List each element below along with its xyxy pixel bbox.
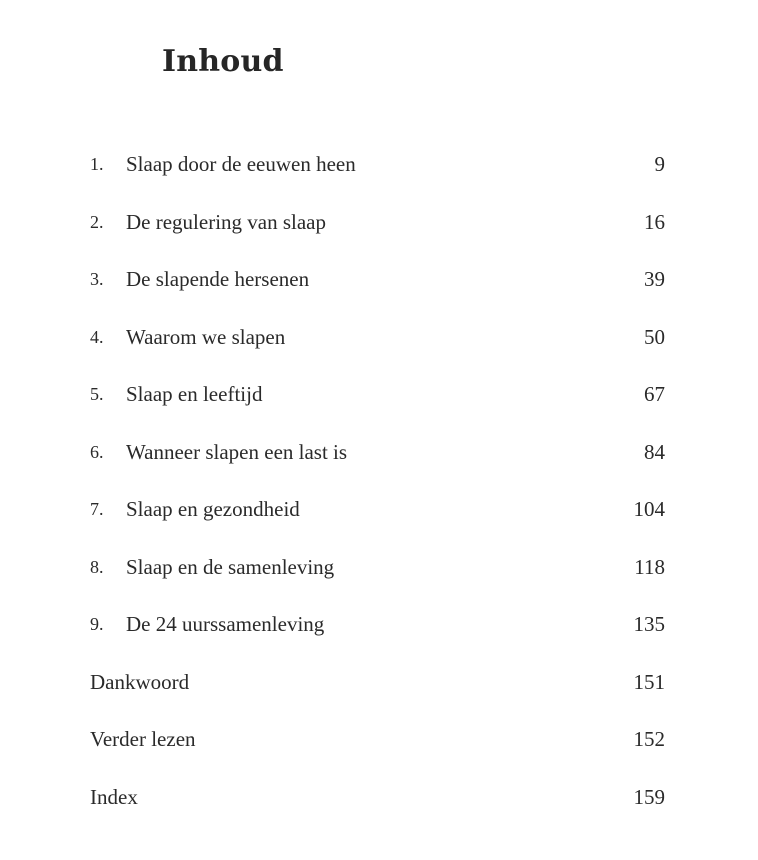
chapter-number: 5. [90,384,104,405]
page-number: 135 [633,612,665,637]
chapter-number: 6. [90,441,104,462]
page-number: 84 [644,439,665,464]
page-number: 104 [633,497,665,522]
chapter-title: De slapende hersenen [126,267,310,292]
page-number: 151 [633,669,665,694]
toc-entry-9 [90,596,665,654]
toc-entry-4 [90,309,665,367]
chapter-title: Waarom we slapen [126,324,286,349]
chapter-number: 1. [90,154,104,175]
chapter-title: De 24 uurssamenleving [126,612,325,637]
page-number: 16 [644,209,665,234]
chapter-number: 2. [90,211,104,232]
chapter-title: Slaap en leeftijd [126,382,263,407]
chapter-number: 3. [90,269,104,290]
toc-entry-2 [90,194,665,252]
page-number: 39 [644,267,665,292]
page-number: 159 [633,784,665,809]
chapter-title: Slaap door de eeuwen heen [126,152,356,177]
toc-entry-further-reading [90,711,665,769]
toc-entry-acknowledgements [90,654,665,712]
chapter-title: De regulering van slaap [126,209,327,234]
chapter-number: 4. [90,326,104,347]
table-of-contents [90,136,665,826]
page-title: Inhoud [162,44,284,79]
chapter-title: Wanneer slapen een last is [126,439,348,464]
chapter-number: 8. [90,556,104,577]
page-number: 152 [633,727,665,752]
toc-entry-8 [90,539,665,597]
toc-entry-1 [90,136,665,194]
page-number: 50 [644,324,665,349]
chapter-title: Slaap en gezondheid [126,497,300,522]
page-number: 67 [644,382,665,407]
page-number: 9 [654,152,665,177]
section-title: Index [90,784,138,809]
section-title: Verder lezen [90,727,196,752]
page-number: 118 [634,554,665,579]
toc-entry-index [90,769,665,827]
chapter-number: 9. [90,614,104,635]
toc-entry-5 [90,366,665,424]
toc-entry-3 [90,251,665,309]
chapter-title: Slaap en de samenleving [126,554,335,579]
chapter-number: 7. [90,499,104,520]
section-title: Dankwoord [90,669,190,694]
toc-entry-6 [90,424,665,482]
toc-entry-7 [90,481,665,539]
